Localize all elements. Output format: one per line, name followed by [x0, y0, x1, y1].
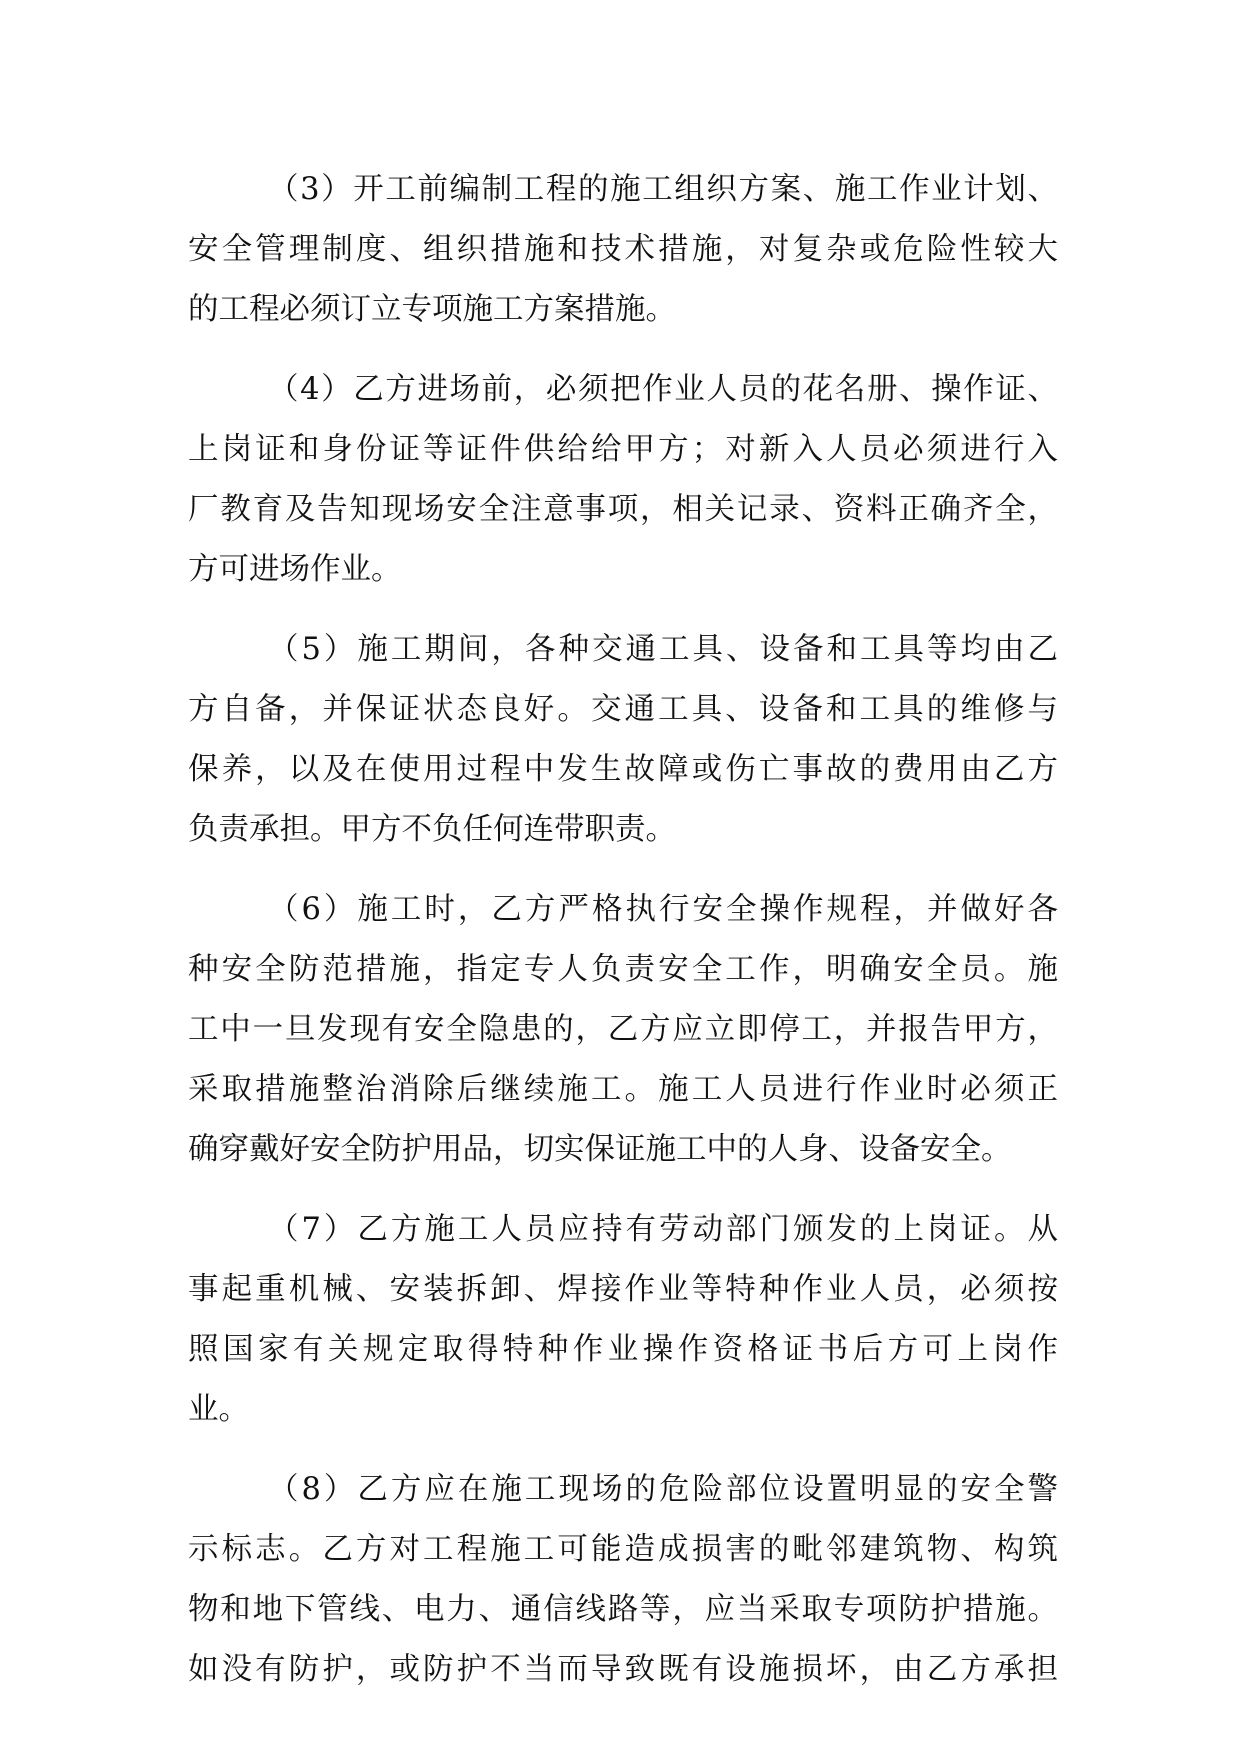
text-line: 示标志。乙方对工程施工可能造成损害的毗邻建筑物、构筑: [188, 1532, 1058, 1567]
text-line: （8）乙方应在施工现场的危险部位设置明显的安全警: [268, 1472, 1058, 1507]
text-line: （4）乙方进场前，必须把作业人员的花名册、操作证、: [268, 372, 1058, 407]
text-line: 上岗证和身份证等证件供给给甲方；对新入人员必须进行入: [188, 432, 1058, 467]
text-line: 种安全防范措施，指定专人负责安全工作，明确安全员。施: [188, 952, 1058, 987]
text-line: 方自备，并保证状态良好。交通工具、设备和工具的维修与: [188, 692, 1058, 727]
text-line: 的工程必须订立专项施工方案措施。: [188, 292, 676, 327]
text-line: （5）施工期间，各种交通工具、设备和工具等均由乙: [268, 632, 1058, 667]
text-line: 工中一旦发现有安全隐患的，乙方应立即停工，并报告甲方，: [188, 1012, 1058, 1047]
text-line: 照国家有关规定取得特种作业操作资格证书后方可上岗作: [188, 1332, 1058, 1367]
text-line: （6）施工时，乙方严格执行安全操作规程，并做好各: [268, 892, 1058, 927]
text-line: 负责承担。甲方不负任何连带职责。: [188, 812, 676, 847]
paragraph-7: [188, 1200, 1058, 1440]
document-body: [188, 160, 1058, 1700]
paragraph-8: [188, 1460, 1058, 1700]
paragraph-5: [188, 620, 1058, 860]
text-line: 保养，以及在使用过程中发生故障或伤亡事故的费用由乙方: [188, 752, 1058, 787]
text-line: 方可进场作业。: [188, 552, 402, 587]
text-line: 业。: [188, 1392, 249, 1427]
text-line: （3）开工前编制工程的施工组织方案、施工作业计划、: [268, 172, 1058, 207]
text-line: 物和地下管线、电力、通信线路等，应当采取专项防护措施。: [188, 1592, 1058, 1627]
text-line: 采取措施整治消除后继续施工。施工人员进行作业时必须正: [188, 1072, 1058, 1107]
text-line: 厂教育及告知现场安全注意事项，相关记录、资料正确齐全，: [188, 492, 1058, 527]
text-line: 事起重机械、安装拆卸、焊接作业等特种作业人员，必须按: [188, 1272, 1058, 1307]
paragraph-6: [188, 880, 1058, 1180]
paragraph-3: [188, 160, 1058, 340]
text-line: （7）乙方施工人员应持有劳动部门颁发的上岗证。从: [268, 1212, 1058, 1247]
text-line: 如没有防护，或防护不当而导致既有设施损坏，由乙方承担: [188, 1652, 1058, 1687]
text-line: 安全管理制度、组织措施和技术措施，对复杂或危险性较大: [188, 232, 1058, 267]
paragraph-4: [188, 360, 1058, 600]
text-line: 确穿戴好安全防护用品，切实保证施工中的人身、设备安全。: [188, 1132, 1012, 1167]
